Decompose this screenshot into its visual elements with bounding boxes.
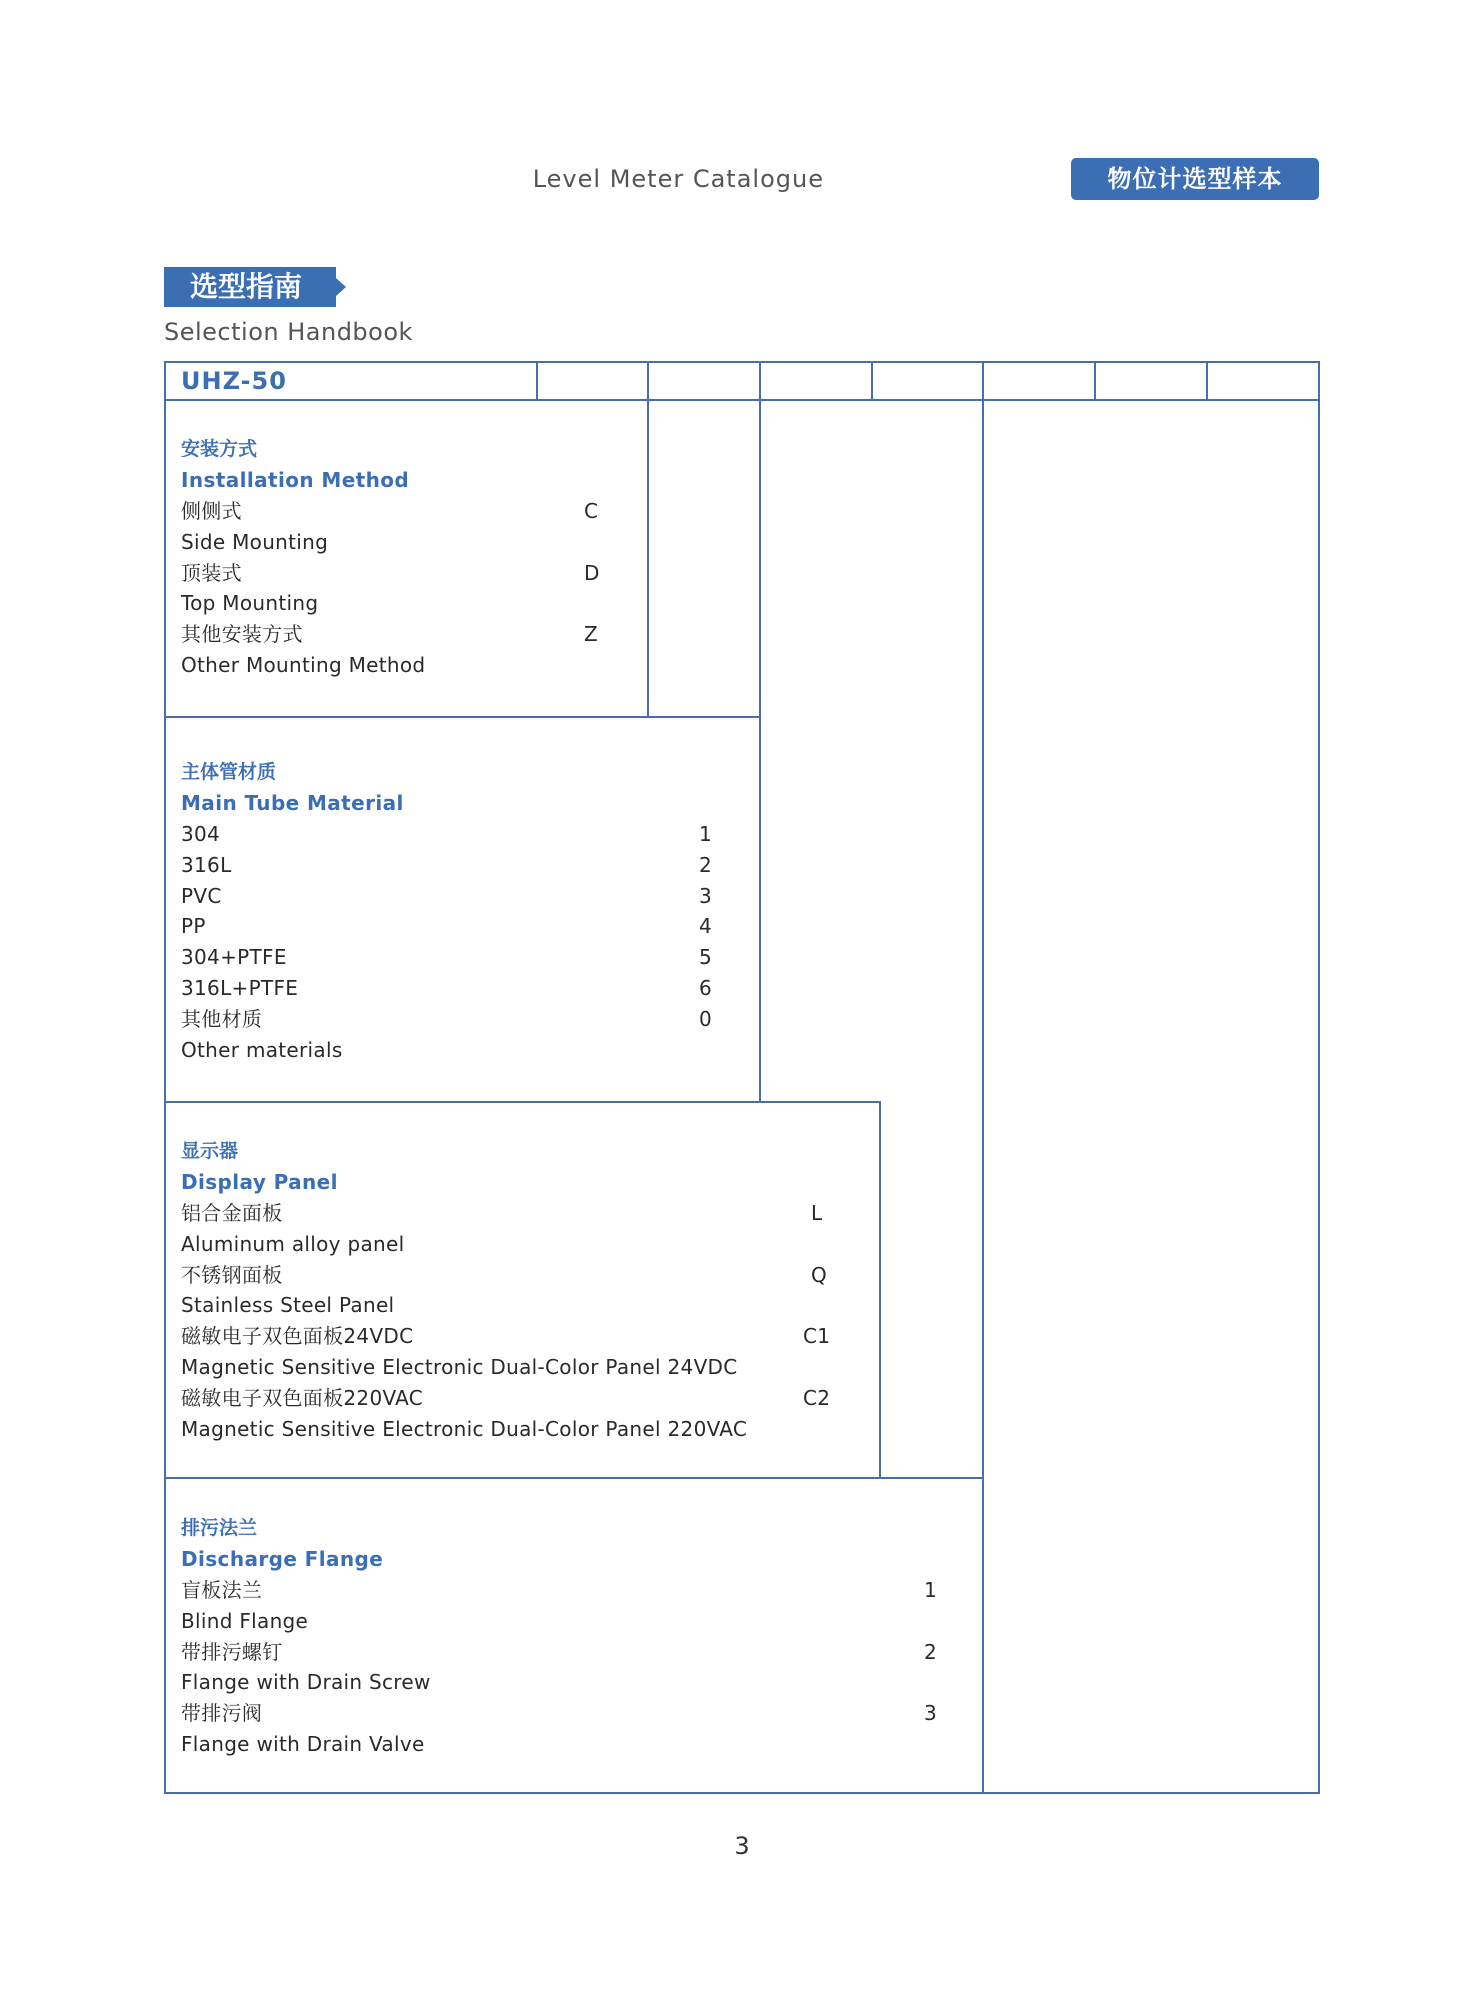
table-bottom-border xyxy=(164,1792,1320,1794)
option-label: 不锈钢面板 xyxy=(181,1262,283,1287)
model-code: UHZ-50 xyxy=(181,367,287,395)
option-label: 铝合金面板 xyxy=(181,1201,283,1225)
code-cell-divider xyxy=(1206,361,1208,400)
option-label: Magnetic Sensitive Electronic Dual-Color Panel 24VDC xyxy=(181,1354,738,1379)
code-cell-divider xyxy=(982,361,984,1794)
option-code: 6 xyxy=(699,975,713,1000)
table-top-border xyxy=(164,361,1320,363)
tube-material-block xyxy=(181,757,721,1065)
option-code: 1 xyxy=(924,1578,938,1602)
list-item xyxy=(181,619,601,650)
list-item xyxy=(181,1637,961,1668)
list-item xyxy=(181,1698,961,1729)
option-label: 其他材质 xyxy=(181,1006,263,1031)
option-label: PVC xyxy=(181,883,222,908)
option-label: 带排污阀 xyxy=(181,1701,263,1726)
page-number: 3 xyxy=(734,1832,750,1860)
tube-block-bottom xyxy=(164,1101,881,1103)
option-code: D xyxy=(584,560,600,585)
display-panel-block xyxy=(181,1136,861,1444)
display-title-en: Display Panel xyxy=(181,1170,338,1194)
option-label: Aluminum alloy panel xyxy=(181,1231,405,1256)
list-item xyxy=(181,1383,861,1414)
option-label: 磁敏电子双色面板220VAC xyxy=(181,1385,424,1410)
section-title-arrow xyxy=(336,278,346,296)
option-label: Magnetic Sensitive Electronic Dual-Color Panel 220VAC xyxy=(181,1416,748,1441)
list-item xyxy=(181,850,721,881)
table-header-bottom-border xyxy=(164,399,1320,401)
list-item xyxy=(181,1606,961,1637)
list-item xyxy=(181,1667,961,1698)
list-item xyxy=(181,1352,861,1383)
code-cell-divider xyxy=(647,361,649,718)
option-code: C2 xyxy=(803,1385,831,1410)
flange-title-en: Discharge Flange xyxy=(181,1547,384,1571)
tube-block-right xyxy=(759,716,761,1102)
option-code: Q xyxy=(811,1262,828,1287)
list-item xyxy=(181,973,721,1004)
list-item xyxy=(181,527,601,558)
option-label: 304 xyxy=(181,822,221,846)
option-label: 带排污螺钉 xyxy=(181,1639,283,1664)
flange-title-cn: 排污法兰 xyxy=(181,1517,258,1539)
option-code: 2 xyxy=(924,1639,938,1664)
option-code: C1 xyxy=(803,1324,831,1349)
option-label: Other materials xyxy=(181,1037,343,1062)
option-code: 3 xyxy=(924,1701,938,1726)
option-code: Z xyxy=(584,622,599,647)
list-item xyxy=(181,1290,861,1321)
list-item xyxy=(181,1229,861,1260)
option-label: 其他安装方式 xyxy=(181,622,303,647)
option-code: 2 xyxy=(699,852,713,877)
tube-title-cn: 主体管材质 xyxy=(181,761,277,783)
list-item xyxy=(181,911,721,942)
option-code: 4 xyxy=(699,914,713,939)
option-code: L xyxy=(811,1201,823,1225)
code-cell-divider xyxy=(1094,361,1096,400)
code-cell-divider xyxy=(871,361,873,400)
list-item xyxy=(181,588,601,619)
option-label: Stainless Steel Panel xyxy=(181,1293,395,1318)
option-label: 盲板法兰 xyxy=(181,1578,263,1602)
installation-method-block xyxy=(181,434,601,681)
display-block-right xyxy=(879,1101,881,1479)
option-label: Blind Flange xyxy=(181,1608,309,1633)
display-block-bottom xyxy=(164,1477,983,1479)
option-label: Flange with Drain Valve xyxy=(181,1731,425,1756)
catalogue-title-en: Level Meter Catalogue xyxy=(532,165,824,193)
catalogue-title-cn-badge: 物位计选型样本 xyxy=(1071,158,1319,200)
list-item xyxy=(181,942,721,973)
list-item xyxy=(181,1004,721,1035)
option-label: 磁敏电子双色面板24VDC xyxy=(181,1324,414,1349)
installation-block-bottom xyxy=(164,716,760,718)
list-item xyxy=(181,650,601,681)
list-item xyxy=(181,819,721,850)
option-label: Flange with Drain Screw xyxy=(181,1670,431,1695)
section-title-cn: 选型指南 xyxy=(164,267,336,307)
list-item xyxy=(181,1414,861,1445)
option-label: 顶装式 xyxy=(181,560,242,585)
section-title-en: Selection Handbook xyxy=(164,318,413,346)
option-code: 1 xyxy=(699,822,713,846)
option-code: 3 xyxy=(699,883,713,908)
tube-title-en: Main Tube Material xyxy=(181,791,404,815)
option-label: Side Mounting xyxy=(181,529,329,554)
option-label: 304+PTFE xyxy=(181,945,287,970)
option-label: 316L xyxy=(181,852,232,877)
option-code: 0 xyxy=(699,1006,713,1031)
option-label: PP xyxy=(181,914,206,939)
display-title-cn: 显示器 xyxy=(181,1140,239,1162)
option-label: 316L+PTFE xyxy=(181,975,299,1000)
code-cell-divider xyxy=(536,361,538,400)
option-label: 侧侧式 xyxy=(181,499,242,523)
list-item xyxy=(181,1575,961,1606)
option-label: Top Mounting xyxy=(181,591,319,616)
option-code: 5 xyxy=(699,945,713,970)
installation-title-en: Installation Method xyxy=(181,468,410,492)
list-item xyxy=(181,1198,861,1229)
installation-title-cn: 安装方式 xyxy=(181,438,258,460)
list-item xyxy=(181,496,601,527)
discharge-flange-block xyxy=(181,1513,961,1760)
list-item xyxy=(181,558,601,589)
option-code: C xyxy=(584,499,599,523)
table-left-border xyxy=(164,361,166,1794)
table-right-border xyxy=(1318,361,1320,1794)
list-item xyxy=(181,881,721,912)
list-item xyxy=(181,1729,961,1760)
list-item xyxy=(181,1035,721,1066)
option-label: Other Mounting Method xyxy=(181,652,426,677)
list-item xyxy=(181,1321,861,1352)
list-item xyxy=(181,1260,861,1291)
